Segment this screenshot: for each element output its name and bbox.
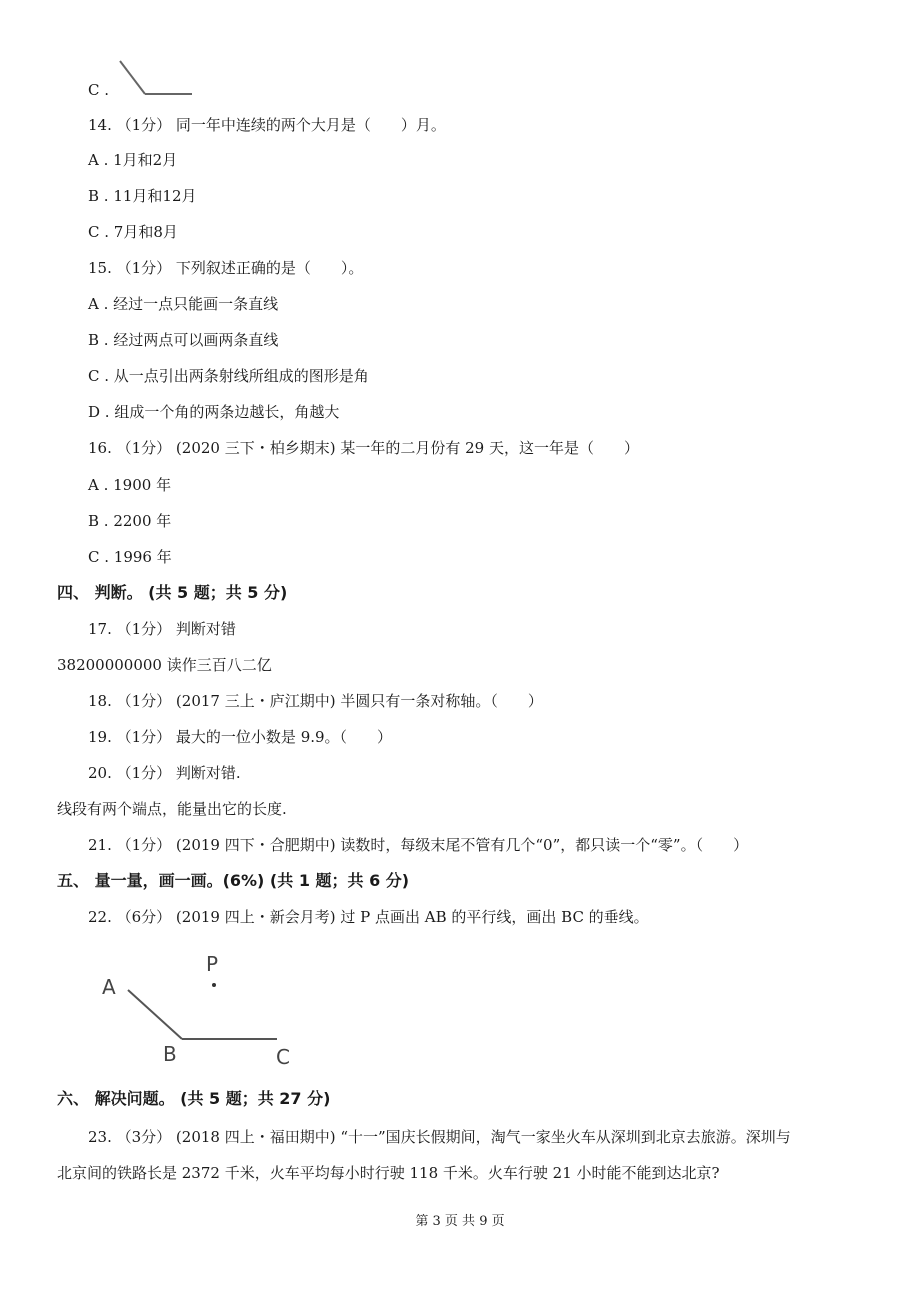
- q14-option-b: B . 11月和12月: [88, 187, 197, 205]
- q22-figure: [90, 945, 305, 1070]
- q20-stem: 20. （1分） 判断对错.: [88, 764, 241, 782]
- section-5-title: 五、 量一量，画一画。(6%) (共 1 题；共 6 分): [57, 871, 410, 890]
- q16-option-b: B . 2200 年: [88, 512, 172, 530]
- q15-option-c: C . 从一点引出两条射线所组成的图形是角: [88, 367, 369, 385]
- label-p: P: [206, 952, 219, 976]
- q13-angle-figure: [115, 58, 195, 100]
- q14-option-a: A . 1月和2月: [88, 151, 178, 169]
- q15-stem: 15. （1分） 下列叙述正确的是（ ）。: [88, 259, 364, 277]
- q15-option-d: D . 组成一个角的两条边越长，角越大: [88, 403, 340, 421]
- q17-stem: 17. （1分） 判断对错: [88, 620, 236, 638]
- q16-option-a: A . 1900 年: [88, 476, 172, 494]
- q20-statement: 线段有两个端点，能量出它的长度.: [57, 800, 287, 818]
- q16-stem: 16. （1分） (2020 三下・柏乡期末) 某一年的二月份有 29 天，这一年是（ ）: [88, 439, 639, 457]
- q16-option-c: C . 1996 年: [88, 548, 172, 566]
- label-b: B: [163, 1042, 177, 1066]
- q13-option-c: C .: [88, 81, 110, 99]
- section-4-title: 四、 判断。 (共 5 题；共 5 分): [57, 583, 288, 602]
- q14-option-c: C . 7月和8月: [88, 223, 178, 241]
- q21-stem: 21. （1分） (2019 四下・合肥期中) 读数时，每级末尾不管有几个“0”，都只读一个“零”。（ ）: [88, 836, 749, 854]
- label-a: A: [102, 975, 116, 999]
- q18-stem: 18. （1分） (2017 三上・庐江期中) 半圆只有一条对称轴。（ ）: [88, 692, 543, 710]
- q14-stem: 14. （1分） 同一年中连续的两个大月是（ ）月。: [88, 116, 446, 134]
- q19-stem: 19. （1分） 最大的一位小数是 9.9。（ ）: [88, 728, 393, 746]
- q23-line-1: 23. （3分） (2018 四上・福田期中) “十一”国庆长假期间，淘气一家坐火车从深圳到北京去旅游。深圳与: [88, 1128, 791, 1146]
- page-footer: 第 3 页 共 9 页: [415, 1214, 505, 1229]
- q15-option-a: A . 经过一点只能画一条直线: [88, 295, 279, 313]
- q23-line-2: 北京间的铁路长是 2372 千米，火车平均每小时行驶 118 千米。火车行驶 21 小时能不能到达北京?: [57, 1164, 720, 1182]
- q22-stem: 22. （6分） (2019 四上・新会月考) 过 P 点画出 AB 的平行线，画出 BC 的垂线。: [88, 908, 649, 926]
- q17-statement: 38200000000 读作三百八二亿: [57, 656, 272, 674]
- section-6-title: 六、 解决问题。 (共 5 题；共 27 分): [57, 1089, 331, 1108]
- label-c: C: [276, 1045, 290, 1069]
- q15-option-b: B . 经过两点可以画两条直线: [88, 331, 279, 349]
- point-p-dot: [212, 983, 216, 987]
